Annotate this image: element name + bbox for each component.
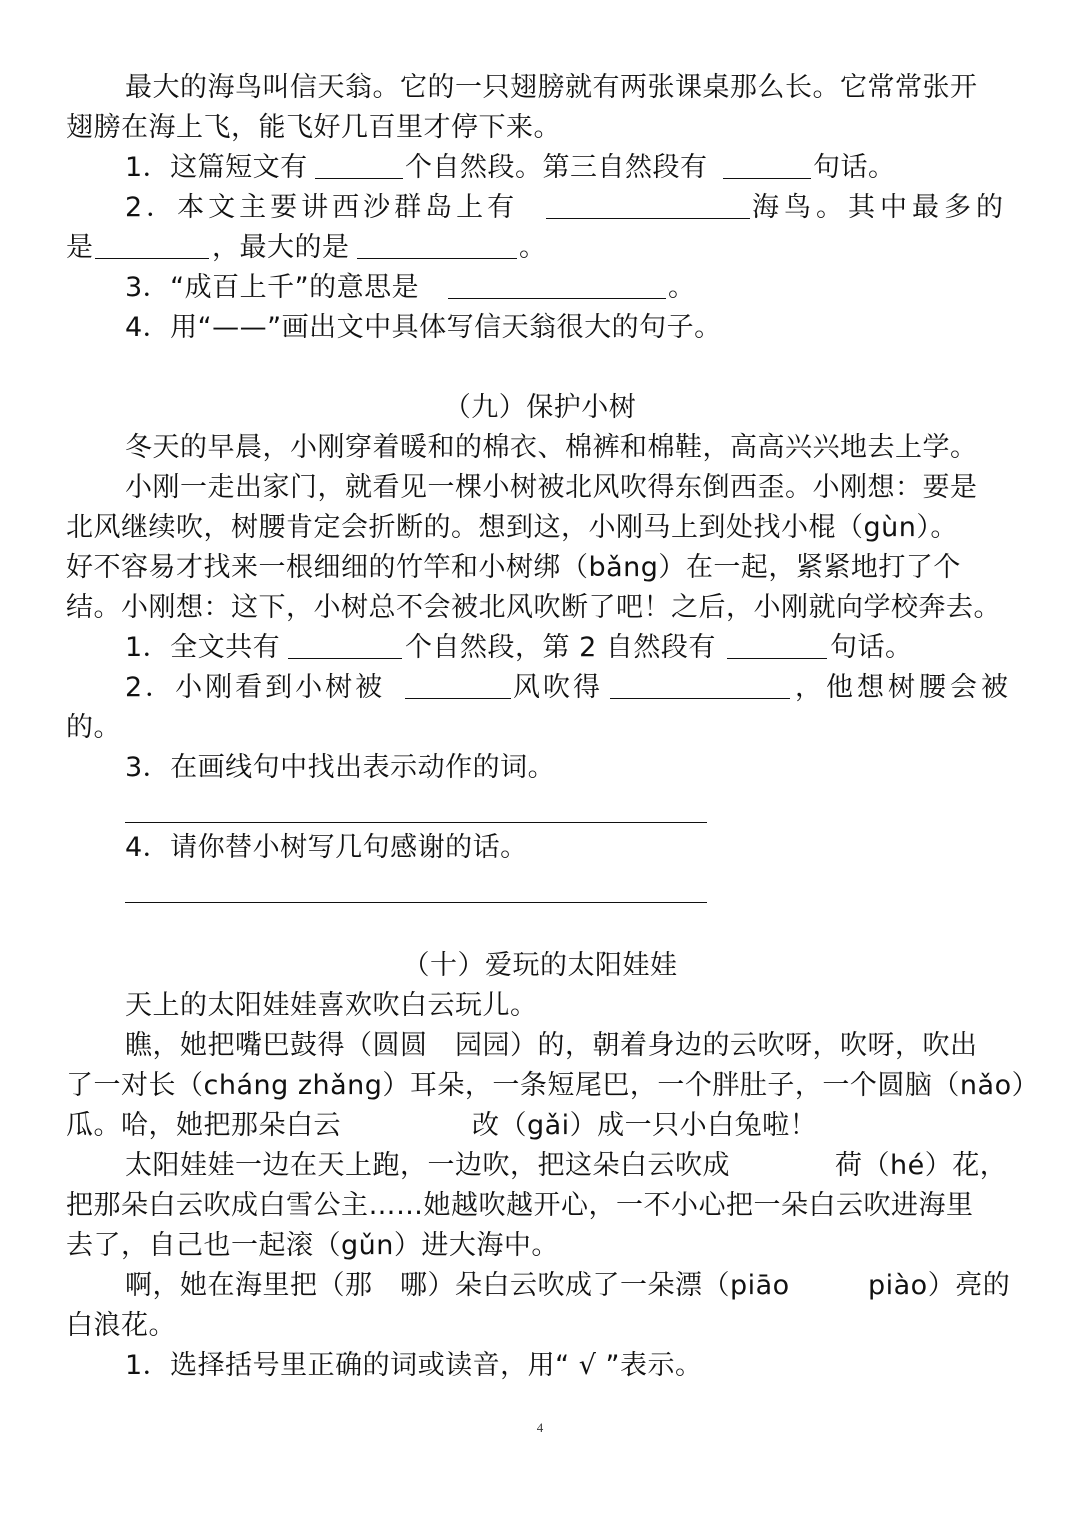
question-text: 3．在画线句中找出表示动作的词。 [125,752,556,783]
question-text: 3．“成百上千”的意思是 [125,272,420,303]
answer-blank[interactable] [357,228,517,259]
question-text: ，他想树腰会被 [795,672,1012,703]
question-text: 1．选择括号里正确的词或读音，用“ √ ”表示。 [125,1350,703,1381]
answer-line[interactable] [125,822,707,823]
page-number: 4 [536,1420,544,1435]
text: 结。小刚想：这下，小树总不会被北风吹断了吧！之后，小刚就向学校奔去。 [66,592,1001,623]
text: 啊，她在海里把（那 哪）朵白云吹成了一朵漂（piāo [125,1270,790,1301]
text: piào）亮的 [868,1270,1011,1301]
question-10-1 [0,1346,1080,1386]
question-8-3 [0,268,1080,308]
text: 去了，自己也一起滚（gǔn）进大海中。 [66,1230,559,1261]
text: 把那朵白云吹成白雪公主……她越吹越开心，一不小心把一朵白云吹进海里 [66,1190,974,1221]
text: 翅膀在海上飞，能飞好几百里才停下来。 [66,112,561,143]
paragraph-line [0,1186,1080,1226]
question-text: 句话。 [830,632,913,663]
answer-blank[interactable] [315,148,403,179]
answer-line[interactable] [125,902,707,903]
paragraph-line [0,1066,1080,1106]
question-text: 海鸟。其中最多的 [752,192,1008,223]
answer-blank[interactable] [727,628,827,659]
question-8-4 [0,308,1080,348]
paragraph-line [0,1106,1080,1146]
question-9-3 [0,748,1080,788]
paragraph-line [0,108,1080,148]
question-8-2 [0,188,1080,228]
answer-blank[interactable] [288,628,402,659]
question-text: 的。 [66,712,121,743]
question-text: 1．这篇短文有 [125,152,308,183]
paragraph-line [0,986,1080,1026]
question-9-2-cont [0,708,1080,748]
answer-blank[interactable] [95,228,209,259]
section-title: （九）保护小树 [443,392,637,423]
answer-blank[interactable] [546,188,750,219]
answer-blank[interactable] [405,668,511,699]
paragraph-line [0,68,1080,108]
paragraph-line [0,508,1080,548]
paragraph-line [0,1226,1080,1266]
answer-blank[interactable] [723,148,811,179]
paragraph-line [0,468,1080,508]
text: 白浪花。 [66,1310,176,1341]
text: 了一对长（cháng zhǎng）耳朵，一条短尾巴，一个胖肚子，一个圆脑（nǎo） [66,1070,1040,1101]
text: 瓜。哈，她把那朵白云 [66,1110,341,1141]
text: 冬天的早晨，小刚穿着暖和的棉衣、棉裤和棉鞋，高高兴兴地去上学。 [125,432,978,463]
text: 太阳娃娃一边在天上跑，一边吹，把这朵白云吹成 [125,1150,730,1181]
question-text: 个自然段。第三自然段有 [405,152,708,183]
question-text: 2．小刚看到小树被 [125,672,386,703]
paragraph-line [0,1146,1080,1186]
answer-blank[interactable] [448,268,666,299]
answer-blank[interactable] [610,668,790,699]
question-text: 个自然段，第 2 自然段有 [405,632,716,663]
text: 最大的海鸟叫信天翁。它的一只翅膀就有两张课桌那么长。它常常张开 [125,72,978,103]
question-text: 2．本文主要讲西沙群岛上有 [125,192,519,223]
text: 好不容易才找来一根细细的竹竿和小树绑（bǎng）在一起，紧紧地打了个 [66,552,961,583]
paragraph-line [0,1306,1080,1346]
paragraph-line [0,428,1080,468]
text: 瞧，她把嘴巴鼓得（圆圆 园园）的，朝着身边的云吹呀，吹呀，吹出 [125,1030,978,1061]
text: 天上的太阳娃娃喜欢吹白云玩儿。 [125,990,538,1021]
question-8-2-cont [0,228,1080,268]
question-9-1 [0,628,1080,668]
question-text: 4．请你替小树写几句感谢的话。 [125,832,528,863]
question-text: 1．全文共有 [125,632,281,663]
text: 北风继续吹，树腰肯定会折断的。想到这，小刚马上到处找小棍（gùn）。 [66,512,958,543]
question-text: 句话。 [813,152,896,183]
question-8-1 [0,148,1080,188]
question-text: 。 [668,272,696,303]
question-9-2 [0,668,1080,708]
question-text: 。 [519,232,547,263]
paragraph-line [0,1266,1080,1306]
question-text: ，最大的是 [212,232,350,263]
paragraph-line [0,1026,1080,1066]
question-text: 是 [66,232,94,263]
section-title: （十）爱玩的太阳娃娃 [402,950,678,981]
text: 小刚一走出家门，就看见一棵小树被北风吹得东倒西歪。小刚想：要是 [125,472,978,503]
paragraph-line [0,588,1080,628]
question-text: 风吹得 [513,672,603,703]
paragraph-line [0,548,1080,588]
text: 荷（hé）花， [835,1150,1008,1181]
question-text: 4．用“——”画出文中具体写信天翁很大的句子。 [125,312,722,343]
text: 改（gǎi）成一只小白兔啦！ [472,1110,818,1141]
question-9-4 [0,828,1080,868]
